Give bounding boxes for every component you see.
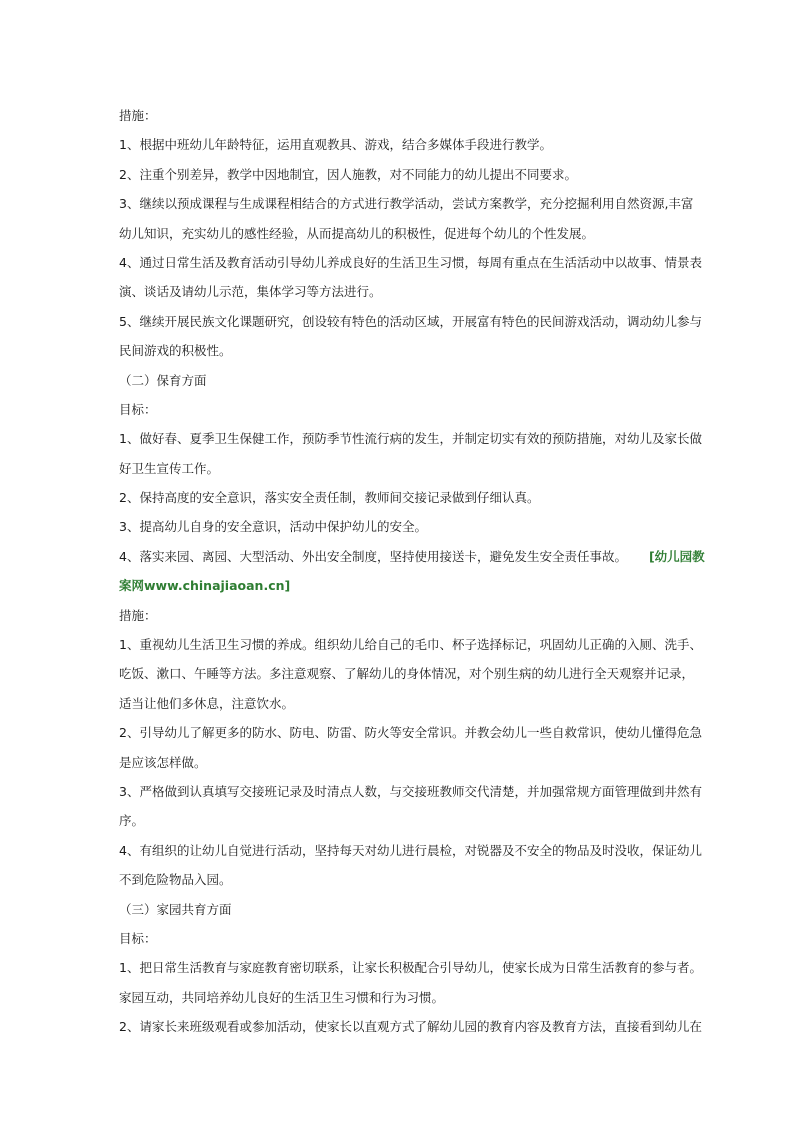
text-segment: 4、落实来园、离园、大型活动、外出安全制度，坚持使用接送卡，避免发生安全责任事故。: [119, 548, 627, 564]
text-line: 适当让他们多休息，注意饮水。: [119, 695, 295, 711]
source-link-continued[interactable]: 案网www.chinajiaoan.cn]: [119, 578, 291, 594]
text-line: 目标：: [119, 930, 157, 946]
text-line: 不到危险物品入园。: [119, 872, 232, 888]
document-page: [119, 101, 705, 1042]
text-line: 家园互动，共同培养幼儿良好的生活卫生习惯和行为习惯。: [119, 989, 445, 1005]
text-line: 3、严格做到认真填写交接班记录及时清点人数，与交接班教师交代清楚，并加强常规方面管理做到井然有: [119, 783, 702, 799]
source-link[interactable]: [幼儿园教: [648, 548, 705, 564]
text-line: 幼儿知识，充实幼儿的感性经验，从而提高幼儿的积极性，促进每个幼儿的个性发展。: [119, 225, 595, 241]
text-line: 1、根据中班幼儿年龄特征，运用直观教具、游戏，结合多媒体手段进行教学。: [119, 137, 552, 153]
text-line: 3、提高幼儿自身的安全意识，活动中保护幼儿的安全。: [119, 519, 427, 535]
section-heading: （二）保育方面: [119, 372, 207, 388]
text-line-with-link: [119, 542, 705, 571]
section-heading: （三）家园共育方面: [119, 901, 232, 917]
text-line: 好卫生宣传工作。: [119, 460, 220, 476]
text-line: 2、注重个别差异，教学中因地制宜，因人施教，对不同能力的幼儿提出不同要求。: [119, 166, 577, 182]
text-line: 4、有组织的让幼儿自觉进行活动，坚持每天对幼儿进行晨检，对锐器及不安全的物品及时没收，保证幼儿: [119, 842, 702, 858]
text-line: 措施：: [119, 108, 157, 123]
text-line: 5、继续开展民族文化课题研究，创设较有特色的活动区域，开展富有特色的民间游戏活动，调动幼儿参与: [119, 313, 702, 329]
text-line: 3、继续以预成课程与生成课程相结合的方式进行教学活动，尝试方案教学，充分挖掘利用自然资源,丰富: [119, 196, 694, 212]
text-line: 1、做好春、夏季卫生保健工作，预防季节性流行病的发生，并制定切实有效的预防措施，对幼儿及家长做: [119, 431, 702, 447]
text-line: 演、谈话及请幼儿示范，集体学习等方法进行。: [119, 284, 382, 300]
text-line: 序。: [119, 813, 145, 829]
text-line: 目标：: [119, 401, 157, 417]
text-line: 措施：: [119, 607, 157, 623]
text-line: 2、请家长来班级观看或参加活动，使家长以直观方式了解幼儿园的教育内容及教育方法，直接看到幼儿在: [119, 1019, 702, 1035]
text-line: 1、重视幼儿生活卫生习惯的养成。组织幼儿给自己的毛巾、杯子选择标记，巩固幼儿正确的入厕、洗手、: [119, 637, 702, 653]
text-line: 民间游戏的积极性。: [119, 343, 232, 359]
text-line: 是应该怎样做。: [119, 754, 207, 770]
text-line: 1、把日常生活教育与家庭教育密切联系，让家长积极配合引导幼儿，使家长成为日常生活教育的参与者。: [119, 960, 702, 976]
text-line: 吃饭、漱口、午睡等方法。多注意观察、了解幼儿的身体情况，对个别生病的幼儿进行全天观察并记录，: [119, 666, 695, 682]
text-line: 4、通过日常生活及教育活动引导幼儿养成良好的生活卫生习惯，每周有重点在生活活动中以故事、情景表: [119, 254, 702, 270]
text-line: [119, 571, 676, 600]
text-line: 2、引导幼儿了解更多的防水、防电、防雷、防火等安全常识。并教会幼儿一些自救常识，使幼儿懂得危急: [119, 725, 702, 741]
text-line: 2、保持高度的安全意识，落实安全责任制，教师间交接记录做到仔细认真。: [119, 490, 540, 506]
